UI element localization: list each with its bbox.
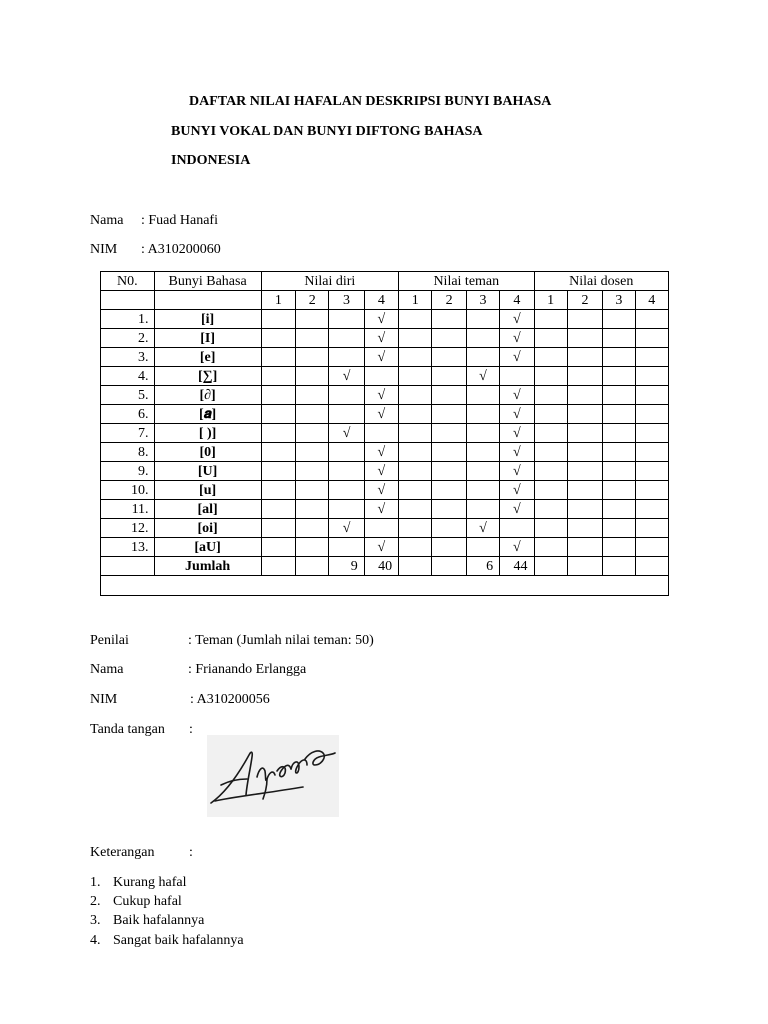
peer-score-cell: √	[500, 310, 534, 329]
peer-score-cell: √	[500, 386, 534, 405]
self-score-cell: √	[364, 348, 398, 367]
table-row	[101, 348, 669, 367]
lecturer-total-cell	[534, 557, 567, 576]
lecturer-score-cell	[534, 329, 567, 348]
lecturer-score-cell	[534, 481, 567, 500]
self-score-cell	[296, 367, 329, 386]
peer-score-cell	[432, 386, 466, 405]
row-number: 6.	[101, 405, 155, 424]
peer-score-cell	[432, 481, 466, 500]
peer-score-cell	[399, 329, 432, 348]
self-score-cell	[329, 481, 364, 500]
subheader-blank	[101, 291, 155, 310]
self-score-cell	[364, 367, 398, 386]
subheader-blank	[154, 291, 261, 310]
lecturer-score-cell	[635, 367, 668, 386]
self-score-cell	[261, 348, 295, 367]
peer-score-cell: √	[466, 367, 499, 386]
title-line-3: INDONESIA	[171, 153, 251, 168]
lecturer-score-cell	[534, 386, 567, 405]
self-score-cell	[261, 424, 295, 443]
peer-score-cell	[399, 424, 432, 443]
self-score-cell	[329, 405, 364, 424]
table-header-row	[101, 272, 669, 291]
peer-score-cell	[399, 386, 432, 405]
self-score-cell: √	[364, 329, 398, 348]
self-score-cell: √	[329, 367, 364, 386]
peer-score-cell: √	[500, 329, 534, 348]
lecturer-score-cell	[534, 405, 567, 424]
self-total-cell	[296, 557, 329, 576]
table-row	[101, 500, 669, 519]
peer-score-cell	[399, 348, 432, 367]
lecturer-level-2: 2	[567, 291, 602, 310]
assessor-name-value: : Frianando Erlangga	[188, 662, 307, 677]
self-score-cell	[329, 386, 364, 405]
self-score-cell	[364, 424, 398, 443]
lecturer-score-cell	[635, 500, 668, 519]
blank-cell	[101, 576, 669, 596]
self-score-cell	[329, 329, 364, 348]
grade-table	[100, 271, 669, 596]
self-score-cell	[261, 329, 295, 348]
peer-score-cell	[399, 367, 432, 386]
peer-score-cell	[466, 538, 499, 557]
self-level-4: 4	[364, 291, 398, 310]
peer-score-cell	[432, 538, 466, 557]
table-row	[101, 329, 669, 348]
self-score-cell	[261, 538, 295, 557]
row-sound: [I]	[154, 329, 261, 348]
lecturer-level-1: 1	[534, 291, 567, 310]
lecturer-score-cell	[567, 462, 602, 481]
header-lecturer-score: Nilai dosen	[534, 272, 669, 291]
lecturer-total-cell	[567, 557, 602, 576]
legend-label: Keterangan	[90, 845, 155, 860]
lecturer-total-cell	[603, 557, 635, 576]
peer-score-cell	[466, 462, 499, 481]
peer-score-cell	[466, 329, 499, 348]
lecturer-score-cell	[603, 329, 635, 348]
lecturer-total-cell	[635, 557, 668, 576]
table-row	[101, 443, 669, 462]
lecturer-score-cell	[635, 329, 668, 348]
self-score-cell: √	[329, 424, 364, 443]
peer-total-cell	[399, 557, 432, 576]
row-number: 9.	[101, 462, 155, 481]
signature-image	[207, 735, 339, 817]
student-nim-value: : A310200060	[141, 242, 221, 257]
table-row	[101, 424, 669, 443]
lecturer-score-cell	[567, 329, 602, 348]
table-row	[101, 405, 669, 424]
legend-item-text: Sangat baik hafalannya	[113, 933, 244, 948]
lecturer-score-cell	[603, 386, 635, 405]
lecturer-score-cell	[534, 538, 567, 557]
row-number: 5.	[101, 386, 155, 405]
row-sound: [e]	[154, 348, 261, 367]
lecturer-score-cell	[534, 443, 567, 462]
peer-score-cell	[466, 310, 499, 329]
student-name-label: Nama	[90, 213, 124, 228]
peer-total-cell	[432, 557, 466, 576]
self-score-cell: √	[364, 481, 398, 500]
row-sound: [i]	[154, 310, 261, 329]
peer-level-3: 3	[466, 291, 499, 310]
peer-score-cell	[466, 500, 499, 519]
peer-score-cell	[399, 538, 432, 557]
lecturer-score-cell	[534, 519, 567, 538]
self-score-cell	[296, 386, 329, 405]
self-score-cell	[296, 443, 329, 462]
assessor-role-label: Penilai	[90, 633, 129, 648]
header-peer-score: Nilai teman	[399, 272, 534, 291]
lecturer-score-cell	[635, 386, 668, 405]
assessor-role-value: : Teman (Jumlah nilai teman: 50)	[188, 633, 374, 648]
peer-score-cell	[500, 519, 534, 538]
table-row	[101, 310, 669, 329]
self-total-cell	[261, 557, 295, 576]
table-subheader-row	[101, 291, 669, 310]
peer-total-cell: 6	[466, 557, 499, 576]
lecturer-score-cell	[603, 500, 635, 519]
lecturer-score-cell	[567, 405, 602, 424]
peer-score-cell: √	[500, 424, 534, 443]
row-number: 13.	[101, 538, 155, 557]
lecturer-score-cell	[603, 462, 635, 481]
self-score-cell	[329, 462, 364, 481]
signature-label: Tanda tangan	[90, 722, 165, 737]
lecturer-score-cell	[635, 462, 668, 481]
peer-score-cell	[432, 405, 466, 424]
peer-score-cell	[500, 367, 534, 386]
self-score-cell	[261, 386, 295, 405]
peer-score-cell: √	[500, 348, 534, 367]
peer-level-4: 4	[500, 291, 534, 310]
total-row	[101, 557, 669, 576]
lecturer-score-cell	[635, 443, 668, 462]
row-sound: [oi]	[154, 519, 261, 538]
self-score-cell	[261, 519, 295, 538]
lecturer-score-cell	[567, 538, 602, 557]
row-number: 12.	[101, 519, 155, 538]
row-sound: [aU]	[154, 538, 261, 557]
row-number: 1.	[101, 310, 155, 329]
self-score-cell	[261, 462, 295, 481]
self-score-cell	[296, 519, 329, 538]
lecturer-score-cell	[567, 500, 602, 519]
peer-score-cell	[399, 462, 432, 481]
legend-item-text: Baik hafalannya	[113, 913, 205, 928]
peer-score-cell	[432, 519, 466, 538]
legend-item-number: 1.	[90, 875, 101, 890]
self-total-cell: 40	[364, 557, 398, 576]
self-score-cell	[329, 348, 364, 367]
lecturer-score-cell	[603, 348, 635, 367]
lecturer-score-cell	[603, 424, 635, 443]
lecturer-score-cell	[567, 348, 602, 367]
peer-score-cell	[399, 310, 432, 329]
self-score-cell	[329, 538, 364, 557]
peer-score-cell	[466, 405, 499, 424]
lecturer-score-cell	[603, 310, 635, 329]
title-line-1: DAFTAR NILAI HAFALAN DESKRIPSI BUNYI BAHASA	[189, 94, 552, 109]
self-score-cell: √	[364, 443, 398, 462]
student-nim-label: NIM	[90, 242, 118, 257]
self-score-cell: √	[364, 405, 398, 424]
peer-score-cell	[432, 367, 466, 386]
peer-score-cell	[466, 386, 499, 405]
row-number: 3.	[101, 348, 155, 367]
legend-item-text: Cukup hafal	[113, 894, 182, 909]
row-sound: [0]	[154, 443, 261, 462]
self-score-cell	[261, 500, 295, 519]
lecturer-score-cell	[567, 367, 602, 386]
lecturer-score-cell	[534, 367, 567, 386]
peer-score-cell: √	[466, 519, 499, 538]
self-score-cell: √	[364, 500, 398, 519]
self-score-cell	[261, 367, 295, 386]
lecturer-score-cell	[534, 500, 567, 519]
peer-score-cell	[432, 424, 466, 443]
self-score-cell	[364, 519, 398, 538]
peer-score-cell: √	[500, 538, 534, 557]
peer-score-cell: √	[500, 462, 534, 481]
assessor-nim-value: : A310200056	[190, 692, 270, 707]
row-sound: [∂]	[154, 386, 261, 405]
self-score-cell	[261, 405, 295, 424]
self-score-cell	[296, 500, 329, 519]
row-number: 7.	[101, 424, 155, 443]
legend-colon: :	[189, 845, 193, 860]
self-score-cell	[329, 310, 364, 329]
total-blank	[101, 557, 155, 576]
lecturer-score-cell	[603, 367, 635, 386]
table-row	[101, 519, 669, 538]
peer-score-cell	[432, 348, 466, 367]
peer-score-cell	[466, 481, 499, 500]
legend-item-text: Kurang hafal	[113, 875, 187, 890]
peer-score-cell	[432, 443, 466, 462]
peer-score-cell: √	[500, 443, 534, 462]
lecturer-score-cell	[534, 462, 567, 481]
lecturer-score-cell	[567, 443, 602, 462]
self-score-cell	[296, 405, 329, 424]
assessor-nim-label: NIM	[90, 692, 118, 707]
self-level-2: 2	[296, 291, 329, 310]
row-number: 2.	[101, 329, 155, 348]
lecturer-score-cell	[635, 481, 668, 500]
title-line-2: BUNYI VOKAL DAN BUNYI DIFTONG BAHASA	[171, 124, 483, 139]
self-score-cell	[261, 481, 295, 500]
self-score-cell	[261, 310, 295, 329]
row-number: 8.	[101, 443, 155, 462]
row-sound: [∑]	[154, 367, 261, 386]
lecturer-score-cell	[534, 348, 567, 367]
row-sound: [U]	[154, 462, 261, 481]
peer-level-1: 1	[399, 291, 432, 310]
table-row	[101, 538, 669, 557]
self-score-cell: √	[329, 519, 364, 538]
lecturer-score-cell	[603, 538, 635, 557]
total-label: Jumlah	[154, 557, 261, 576]
peer-score-cell	[399, 481, 432, 500]
peer-score-cell	[399, 519, 432, 538]
self-score-cell: √	[364, 462, 398, 481]
peer-score-cell	[466, 348, 499, 367]
peer-score-cell: √	[500, 405, 534, 424]
legend-item-number: 3.	[90, 913, 101, 928]
self-score-cell: √	[364, 538, 398, 557]
table-row	[101, 481, 669, 500]
row-number: 11.	[101, 500, 155, 519]
signature-colon: :	[189, 722, 193, 737]
lecturer-score-cell	[603, 405, 635, 424]
peer-total-cell: 44	[500, 557, 534, 576]
table-blank-row	[101, 576, 669, 596]
peer-score-cell	[432, 310, 466, 329]
student-name-value: : Fuad Hanafi	[141, 213, 218, 228]
peer-score-cell: √	[500, 481, 534, 500]
row-number: 10.	[101, 481, 155, 500]
self-score-cell	[296, 310, 329, 329]
self-score-cell	[329, 443, 364, 462]
self-level-3: 3	[329, 291, 364, 310]
row-number: 4.	[101, 367, 155, 386]
self-score-cell	[329, 500, 364, 519]
self-score-cell: √	[364, 386, 398, 405]
peer-score-cell	[399, 443, 432, 462]
legend-item-number: 4.	[90, 933, 101, 948]
row-sound: [𝒂]	[154, 405, 261, 424]
table-row	[101, 367, 669, 386]
peer-score-cell	[432, 462, 466, 481]
lecturer-score-cell	[603, 481, 635, 500]
grade-table-body	[101, 272, 669, 596]
lecturer-score-cell	[635, 424, 668, 443]
self-level-1: 1	[261, 291, 295, 310]
peer-score-cell	[432, 500, 466, 519]
row-sound: [u]	[154, 481, 261, 500]
lecturer-score-cell	[567, 310, 602, 329]
self-total-cell: 9	[329, 557, 364, 576]
self-score-cell	[296, 424, 329, 443]
lecturer-level-4: 4	[635, 291, 668, 310]
legend-item-number: 2.	[90, 894, 101, 909]
assessor-name-label: Nama	[90, 662, 124, 677]
lecturer-score-cell	[635, 538, 668, 557]
peer-level-2: 2	[432, 291, 466, 310]
peer-score-cell	[432, 329, 466, 348]
peer-score-cell	[399, 500, 432, 519]
lecturer-score-cell	[635, 348, 668, 367]
lecturer-score-cell	[603, 443, 635, 462]
peer-score-cell	[466, 443, 499, 462]
lecturer-score-cell	[635, 310, 668, 329]
self-score-cell	[296, 538, 329, 557]
lecturer-score-cell	[635, 519, 668, 538]
self-score-cell	[296, 462, 329, 481]
self-score-cell	[296, 329, 329, 348]
lecturer-score-cell	[635, 405, 668, 424]
lecturer-score-cell	[567, 519, 602, 538]
header-no: N0.	[101, 272, 155, 291]
row-sound: [al]	[154, 500, 261, 519]
self-score-cell	[296, 348, 329, 367]
lecturer-score-cell	[603, 519, 635, 538]
self-score-cell	[296, 481, 329, 500]
self-score-cell	[261, 443, 295, 462]
lecturer-score-cell	[567, 424, 602, 443]
lecturer-score-cell	[567, 386, 602, 405]
table-row	[101, 386, 669, 405]
lecturer-score-cell	[534, 424, 567, 443]
lecturer-level-3: 3	[603, 291, 635, 310]
peer-score-cell	[399, 405, 432, 424]
lecturer-score-cell	[534, 310, 567, 329]
row-sound: [ )]	[154, 424, 261, 443]
peer-score-cell	[466, 424, 499, 443]
peer-score-cell: √	[500, 500, 534, 519]
header-sound: Bunyi Bahasa	[154, 272, 261, 291]
header-self-score: Nilai diri	[261, 272, 398, 291]
self-score-cell: √	[364, 310, 398, 329]
table-row	[101, 462, 669, 481]
lecturer-score-cell	[567, 481, 602, 500]
